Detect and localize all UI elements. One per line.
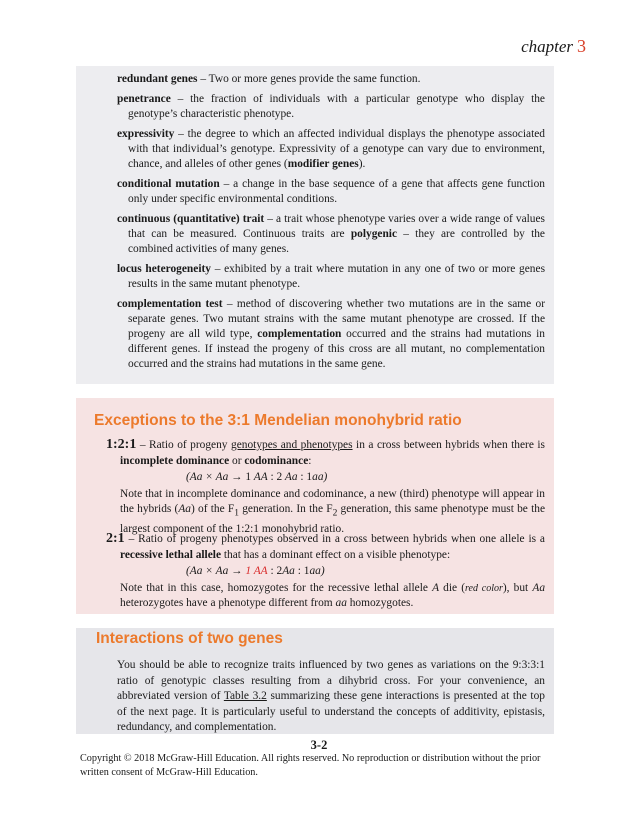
formula-part: 1: [245, 471, 252, 483]
chapter-number: 3: [577, 36, 586, 56]
glossary-entry: [117, 262, 545, 292]
formula-part: :: [267, 471, 277, 483]
formula-part: 2: [276, 471, 283, 483]
glossary-entry: [117, 212, 545, 257]
glossary-entry: [117, 127, 545, 172]
ratio-21-definition: [106, 531, 545, 563]
glossary-list: [117, 72, 545, 377]
glossary-term: continuous (quantitative) trait: [117, 213, 265, 225]
interactions-paragraph: [117, 658, 545, 736]
chapter-header: [521, 36, 586, 57]
glossary-term: conditional mutation: [117, 178, 220, 190]
text: Note that in incomplete dominance and codominance, a new (third) phenotype will appear in the hybrids (: [120, 487, 545, 515]
copyright-notice: Copyright © 2018 McGraw-Hill Education. All rights reserved. No reproduction or distribution without the prior written consent of McGraw-Hill Education.: [80, 753, 541, 778]
genotype: A: [432, 581, 440, 594]
text: You should be able to recognize traits influenced by two genes as variations on the 9:3:3:1 ratio of genotypic classes resulting from a dihybrid cross. For your convenience, an abbreviated version of: [117, 659, 545, 702]
text: that has a dominant effect on a visible phenotype:: [221, 548, 451, 561]
formula-part: aa): [309, 565, 325, 577]
text: heterozygotes have a phenotype different from: [120, 597, 336, 609]
cross-formula: [186, 564, 545, 580]
lethal-genotype: 1 AA: [245, 565, 268, 577]
text: ), but: [502, 581, 533, 594]
glossary-term: redundant genes: [117, 73, 198, 85]
ratio-label: 2:1: [106, 531, 125, 546]
glossary-def: – a change in the base sequence of a gene that affects gene function only under specific environmental conditions.: [128, 178, 545, 205]
glossary-bold-term: polygenic: [350, 228, 398, 240]
glossary-def: – they are controlled by the combined activities of many genes.: [128, 228, 545, 255]
formula-part: aa): [312, 471, 328, 483]
chapter-word: chapter: [521, 37, 573, 56]
exceptions-title: Exceptions to the 3:1 Mendelian monohybrid ratio: [94, 412, 462, 429]
formula-part: 1: [303, 565, 310, 577]
text: or: [229, 454, 245, 467]
genotype: Aa: [532, 581, 546, 594]
text: die (: [439, 581, 466, 594]
glossary-bold-term: complementation: [257, 328, 342, 340]
text: – Ratio of progeny phenotypes observed in a cross between hybrids when one allele is a: [124, 533, 545, 545]
text: – Ratio of progeny: [136, 439, 232, 451]
glossary-def: ).: [358, 158, 366, 170]
genotype: Aa: [178, 503, 191, 515]
glossary-term: expressivity: [117, 128, 175, 140]
bold-term: incomplete dominance: [120, 454, 230, 467]
text: homozygotes.: [346, 597, 414, 609]
glossary-term: complementation test: [117, 298, 223, 310]
glossary-def: – a trait whose phenotype varies over a wide range of values that can be measured. Continuous traits are: [128, 213, 545, 240]
formula-part: Aa: [284, 471, 298, 483]
glossary-term: locus heterogeneity: [117, 263, 211, 275]
underlined-text: genotypes and phenotypes: [231, 439, 353, 451]
ratio-121-note: [120, 487, 545, 538]
glossary-entry: [117, 92, 545, 122]
page-number: 3-2: [310, 738, 328, 752]
glossary-entry: [117, 297, 545, 372]
text: :: [308, 454, 312, 467]
glossary-def: – Two or more genes provide the same function.: [197, 73, 421, 85]
ratio-21-block: [106, 531, 545, 612]
glossary-def: – the degree to which an affected individual displays the phenotype associated with that individual’s genotype. Expressivity of a genotype can vary due to environment, chance, and alleles of other genes (: [128, 128, 545, 170]
glossary-def: – the fraction of individuals with a particular genotype who display the genotype’s characteristic phenotype.: [128, 93, 545, 120]
ratio-121-definition: [106, 437, 545, 469]
table-link[interactable]: Table 3.2: [223, 690, 267, 702]
formula-part: AA: [253, 471, 268, 483]
glossary-entry: [117, 72, 545, 87]
glossary-def: occurred and the strains had mutations in different genes. If instead the progeny of this cross are all mutant, no complementation occurred and the strains had mutations in the same gene.: [128, 328, 545, 370]
formula-part: :: [297, 471, 307, 483]
genotype: aa: [335, 597, 347, 609]
formula-part: Aa: [282, 565, 295, 577]
bold-term: recessive lethal allele: [120, 548, 222, 561]
subscript: 2: [332, 508, 338, 519]
formula-part: (Aa × Aa: [186, 565, 229, 577]
subscript: 1: [234, 508, 239, 519]
glossary-def: – exhibited by a trait where mutation in any one of two or more genes results in the same mutant phenotype.: [128, 263, 545, 290]
interactions-title: Interactions of two genes: [96, 630, 283, 647]
text: generation. In the F: [238, 503, 333, 515]
glossary-def: – method of discovering whether two mutations are in the same or separate genes. Two mutant strains with the same mutant phenotype are crossed. If the progeny are all wild type,: [128, 298, 545, 340]
ratio-21-note: [120, 581, 545, 612]
text: Note that in this case, homozygotes for the recessive lethal allele: [120, 581, 433, 594]
glossary-bold-term: modifier genes: [287, 158, 359, 170]
cross-formula: [186, 470, 545, 486]
formula-part: :: [294, 565, 304, 577]
arrow-glyph: →: [228, 471, 246, 483]
bold-term: codominance: [244, 454, 309, 467]
ratio-label: 1:2:1: [106, 437, 137, 452]
formula-part: :: [267, 565, 277, 577]
text: ) of the F: [191, 503, 235, 515]
ratio-121-block: [106, 437, 545, 537]
formula-part: 2: [276, 565, 283, 577]
arrow-glyph: →: [228, 565, 246, 577]
phenotype-note: red color: [465, 582, 503, 594]
formula-part: (Aa × Aa: [186, 471, 229, 483]
glossary-term: penetrance: [117, 93, 171, 105]
glossary-entry: [117, 177, 545, 207]
text: in a cross between hybrids when there is: [352, 439, 545, 451]
text: summarizing these gene interactions is presented at the top of the next page. It is particularly useful to understand the concepts of additivity, epistasis, redundancy, and complementation.: [117, 690, 545, 733]
text: generation, this same phenotype must be the largest component of the 1:2:1 monohybrid ratio.: [120, 503, 545, 535]
formula-part: 1: [306, 471, 313, 483]
